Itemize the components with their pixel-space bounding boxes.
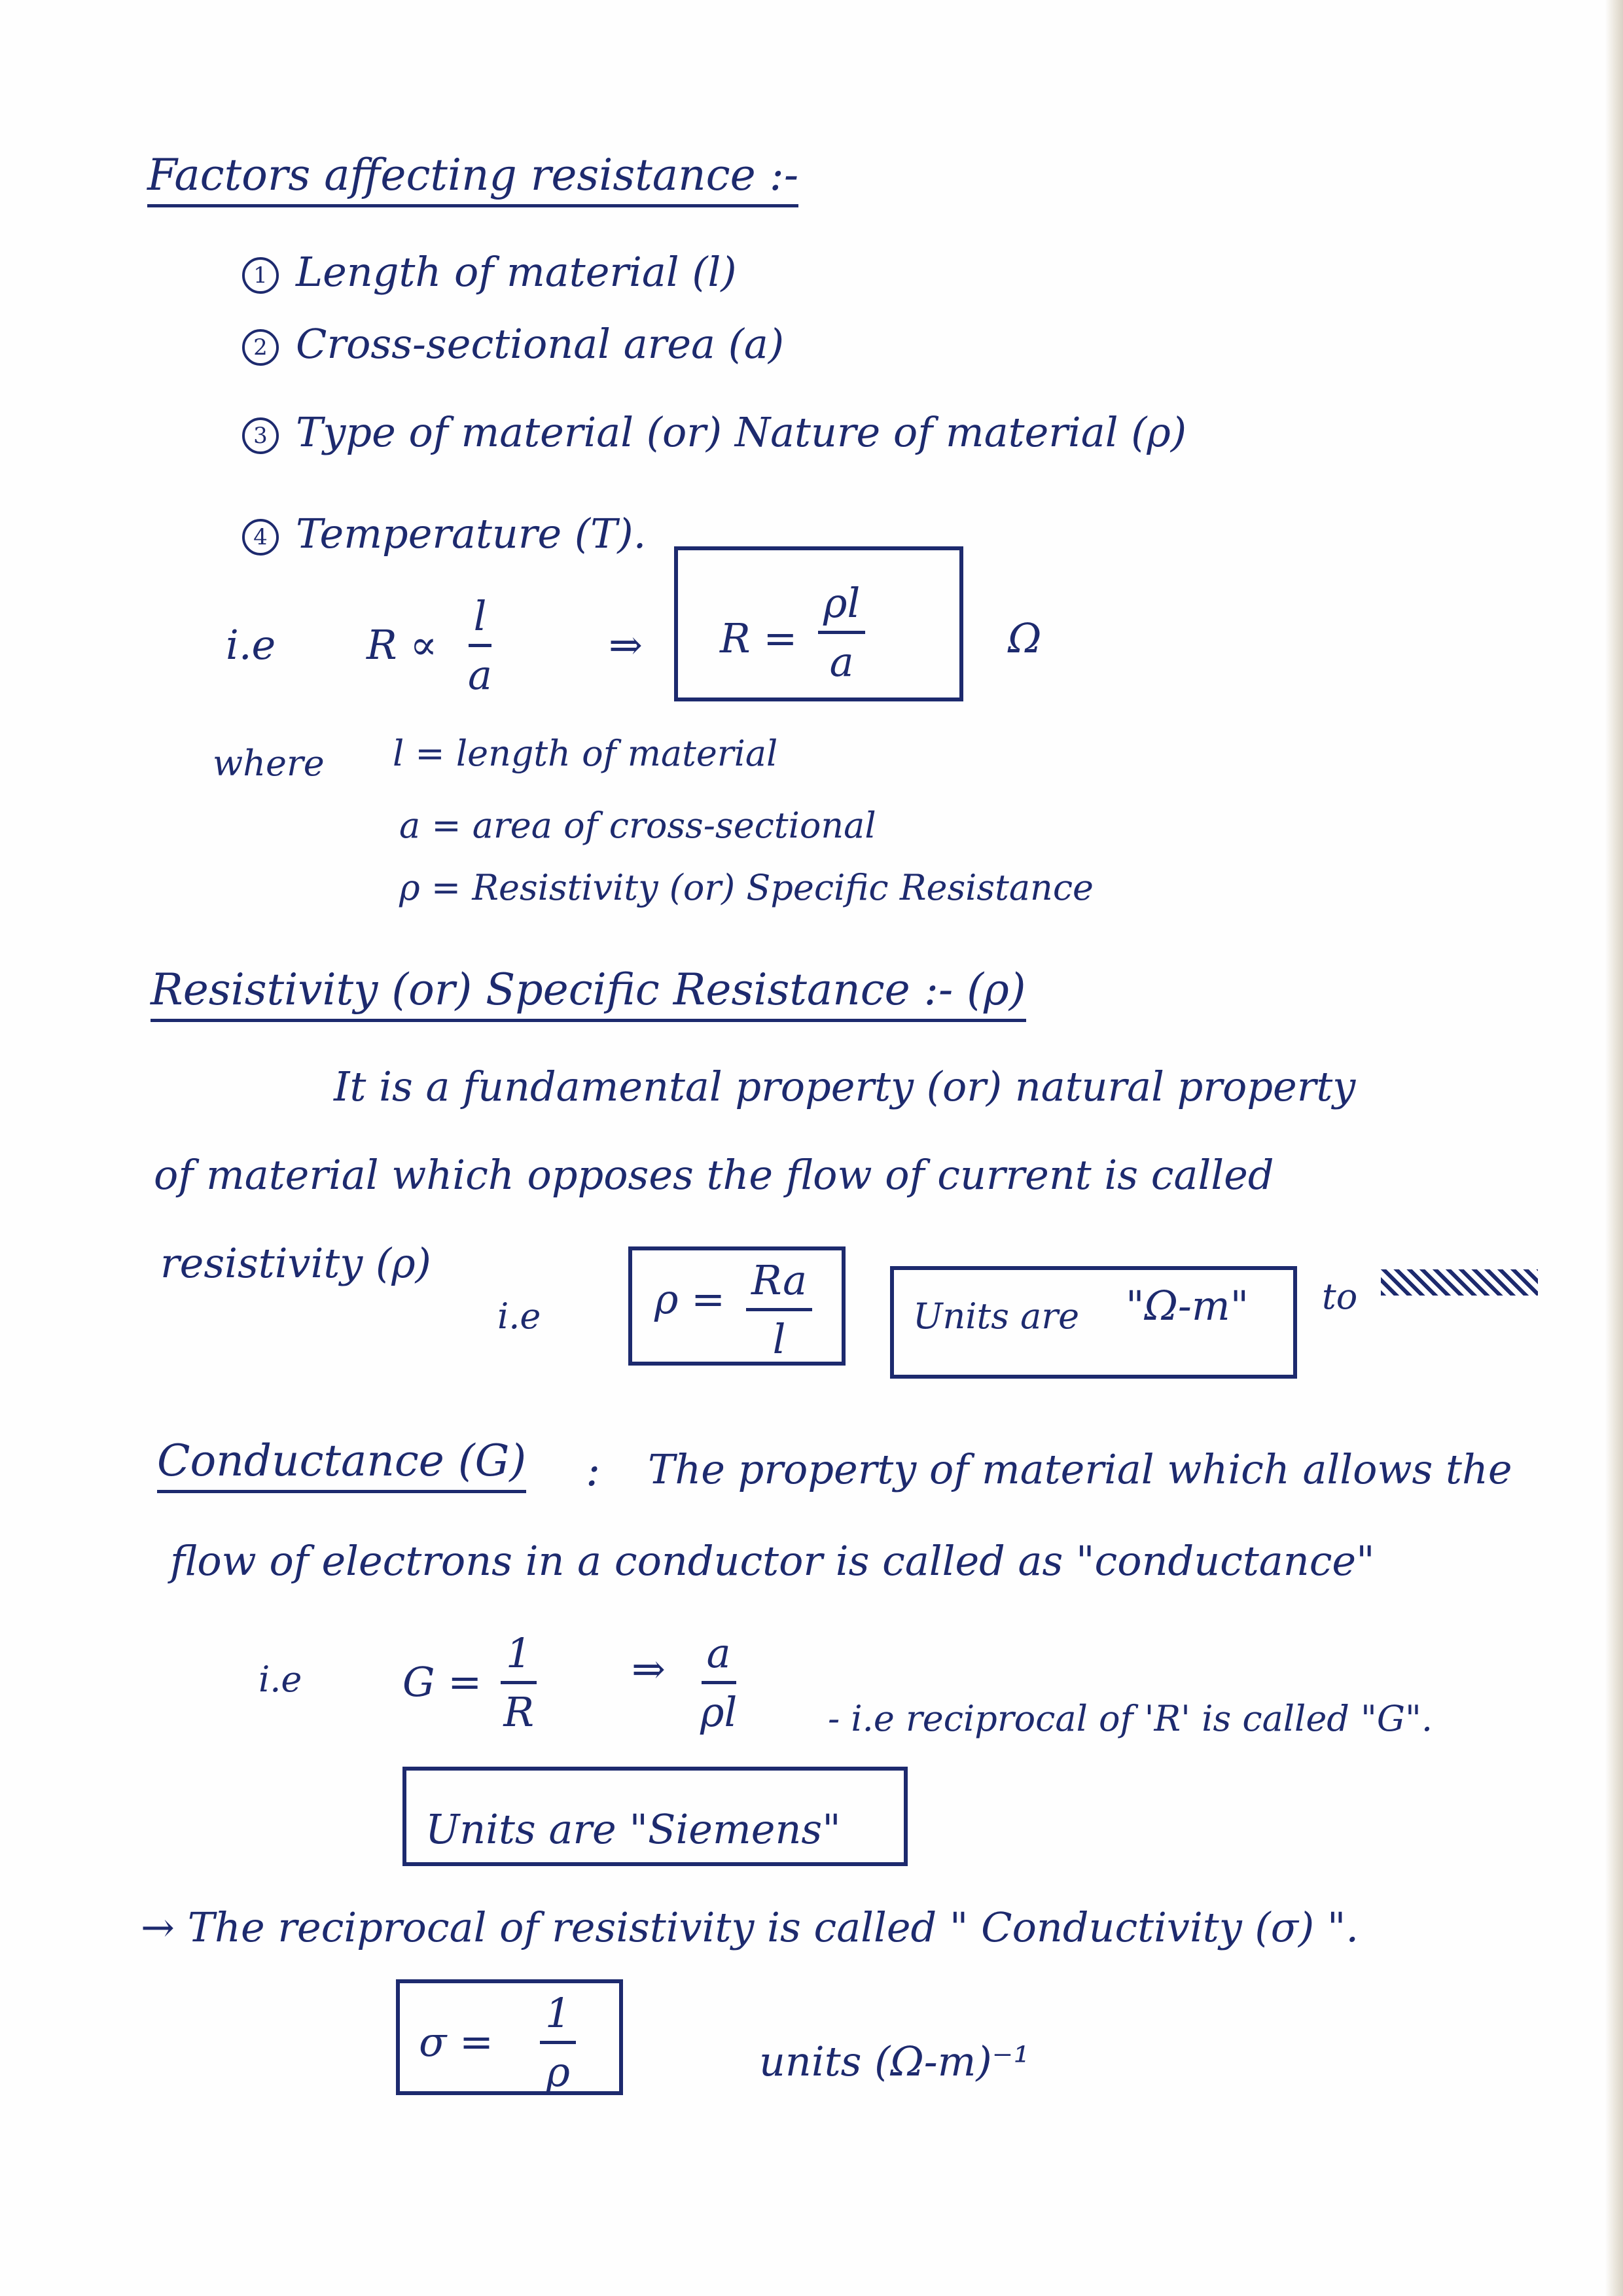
factor-item: 4 Temperature (T). xyxy=(242,514,646,556)
page-edge xyxy=(1605,0,1623,2296)
conductance-note: - i.e reciprocal of 'R' is called "G". xyxy=(828,1698,1433,1739)
resistivity-units-label: Units are xyxy=(913,1296,1080,1337)
conductance-text: The property of material which allows the xyxy=(648,1445,1512,1493)
ohm-unit: Ω xyxy=(1008,614,1042,662)
resistivity-ie: i.e xyxy=(497,1296,541,1337)
trailing-word: to xyxy=(1322,1276,1358,1317)
conductivity-text: → The reciprocal of resistivity is called " Conductivity (σ) ". xyxy=(141,1903,1359,1951)
implies-arrow: ⇒ xyxy=(632,1645,666,1693)
definition-line: ρ = Resistivity (or) Specific Resistance xyxy=(399,867,1094,908)
resistivity-text: of material which opposes the flow of current is called xyxy=(154,1151,1274,1199)
definition-line: l = length of material xyxy=(393,733,778,774)
relation-proportional: R ∝ xyxy=(366,621,438,669)
factor-item: 2 Cross-sectional area (a) xyxy=(242,324,784,366)
siemens-units: Units are "Siemens" xyxy=(425,1805,841,1853)
resistance-formula-lhs: R = xyxy=(720,614,798,662)
resistivity-text: It is a fundamental property (or) natural property xyxy=(334,1063,1356,1110)
scribble-mark xyxy=(1381,1269,1538,1296)
conductance-heading: Conductance (G) xyxy=(157,1439,526,1483)
definition-line: a = area of cross-sectional xyxy=(399,805,876,846)
resistivity-formula-fraction: $\frac{Ra}{l}$ xyxy=(746,1256,812,1363)
resistivity-units-value: "Ω-m" xyxy=(1126,1282,1249,1330)
factor-item: 1 Length of material (l) xyxy=(242,252,737,294)
resistivity-heading: Resistivity (or) Specific Resistance :- (ρ) xyxy=(151,968,1026,1012)
relation-ie: i.e xyxy=(226,621,276,669)
where-label: where xyxy=(213,743,325,784)
resistance-formula-fraction: $\frac{\rho l}{a}$ xyxy=(818,579,865,686)
conductance-colon: : xyxy=(586,1445,601,1496)
conductivity-units: units (Ω-m)⁻¹ xyxy=(759,2038,1030,2085)
relation-fraction: $\frac{l}{a}$ xyxy=(468,592,492,699)
conductance-ie: i.e xyxy=(259,1659,302,1700)
conductance-text: flow of electrons in a conductor is called as "conductance" xyxy=(170,1537,1375,1585)
conductance-fraction: $\frac{1}{R}$ xyxy=(501,1629,537,1736)
conductance-formula-lhs: G = xyxy=(402,1658,482,1706)
factor-item: 3 Type of material (or) Nature of material (ρ) xyxy=(242,412,1186,454)
conductivity-fraction: $\frac{1}{\rho}$ xyxy=(540,1989,576,2096)
conductance-fraction-expanded: $\frac{a}{\rho l}$ xyxy=(700,1629,738,1736)
resistivity-text: resistivity (ρ) xyxy=(160,1239,431,1287)
factors-heading: Factors affecting resistance :- xyxy=(147,154,798,197)
implies-arrow: ⇒ xyxy=(609,621,643,669)
conductivity-formula-lhs: σ = xyxy=(419,2018,493,2066)
resistivity-formula-lhs: ρ = xyxy=(654,1275,726,1323)
